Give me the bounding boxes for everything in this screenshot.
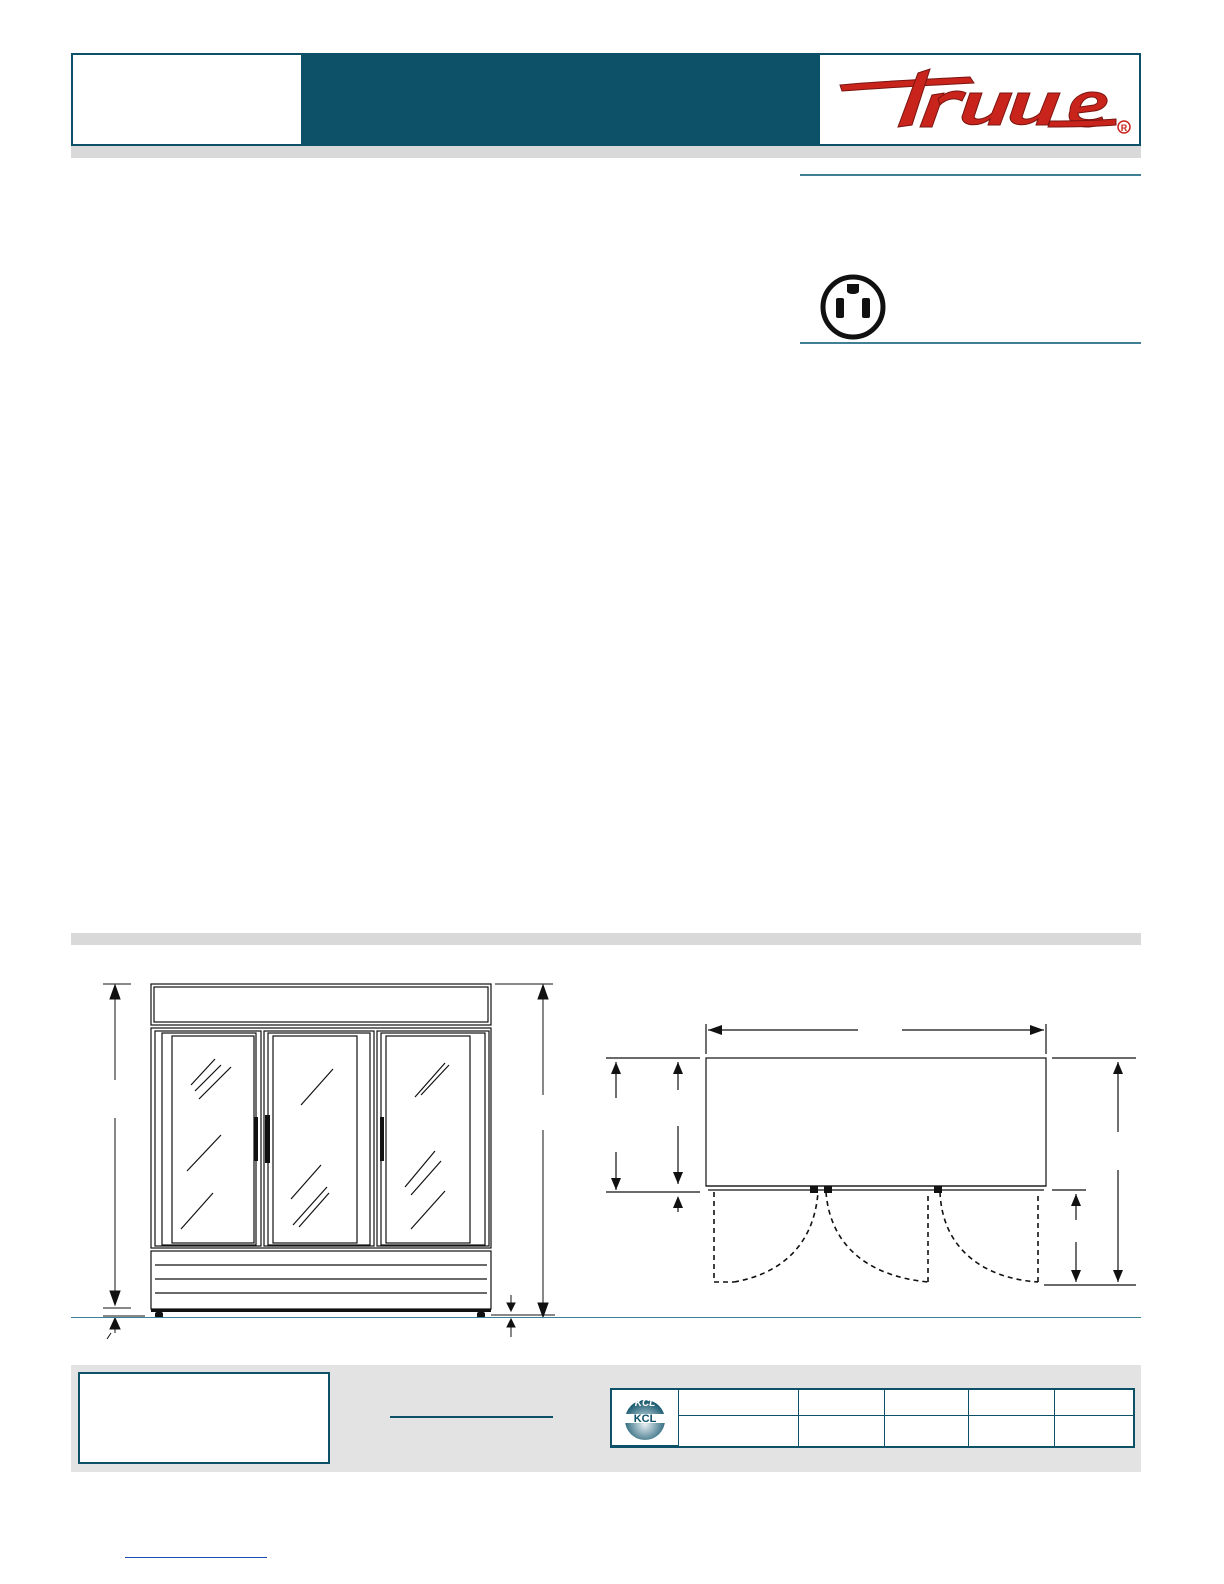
kcl-catalog-table	[610, 1388, 1135, 1448]
kcl-cell-r2c2	[799, 1416, 885, 1446]
kcl-cell-r2c3	[885, 1416, 969, 1446]
svg-text:R: R	[1120, 123, 1128, 133]
website-link-underline[interactable]	[125, 1557, 267, 1558]
nema-plug-icon	[818, 274, 890, 344]
kcl-cell-r1c2	[799, 1390, 885, 1416]
kcl-cell-r2c4	[969, 1416, 1055, 1446]
kcl-cell-r1c3	[885, 1390, 969, 1416]
kcl-cell-r1c4	[969, 1390, 1055, 1416]
plan-view-drawing	[600, 1020, 1145, 1295]
header-bar	[71, 53, 1141, 146]
footer-bar	[71, 1365, 1141, 1472]
kcl-cell-r1c5	[1055, 1390, 1133, 1416]
header-title-band	[301, 55, 820, 144]
svg-text:KCL: KCL	[634, 1398, 656, 1409]
brand-logo-box	[820, 55, 1139, 144]
drawings-separator	[71, 933, 1141, 945]
kcl-cell-r1c1	[679, 1390, 799, 1416]
front-view-drawing	[95, 975, 565, 1340]
kcl-logo-text: KCL	[633, 1413, 657, 1425]
kcl-cell-r2c1	[679, 1416, 799, 1446]
header-separator	[71, 146, 1141, 158]
project-info-box	[78, 1372, 330, 1464]
true-logo-icon	[820, 55, 1139, 144]
spec-panel-bottom-rule	[800, 342, 1141, 344]
kcl-logo-cell	[612, 1390, 679, 1446]
kcl-cell-r2c5	[1055, 1416, 1133, 1446]
model-number-box	[73, 55, 301, 144]
kcl-logo-icon	[612, 1390, 679, 1446]
floor-line	[71, 1317, 1141, 1318]
signature-line	[390, 1416, 553, 1418]
spec-panel-top-rule	[800, 174, 1141, 176]
